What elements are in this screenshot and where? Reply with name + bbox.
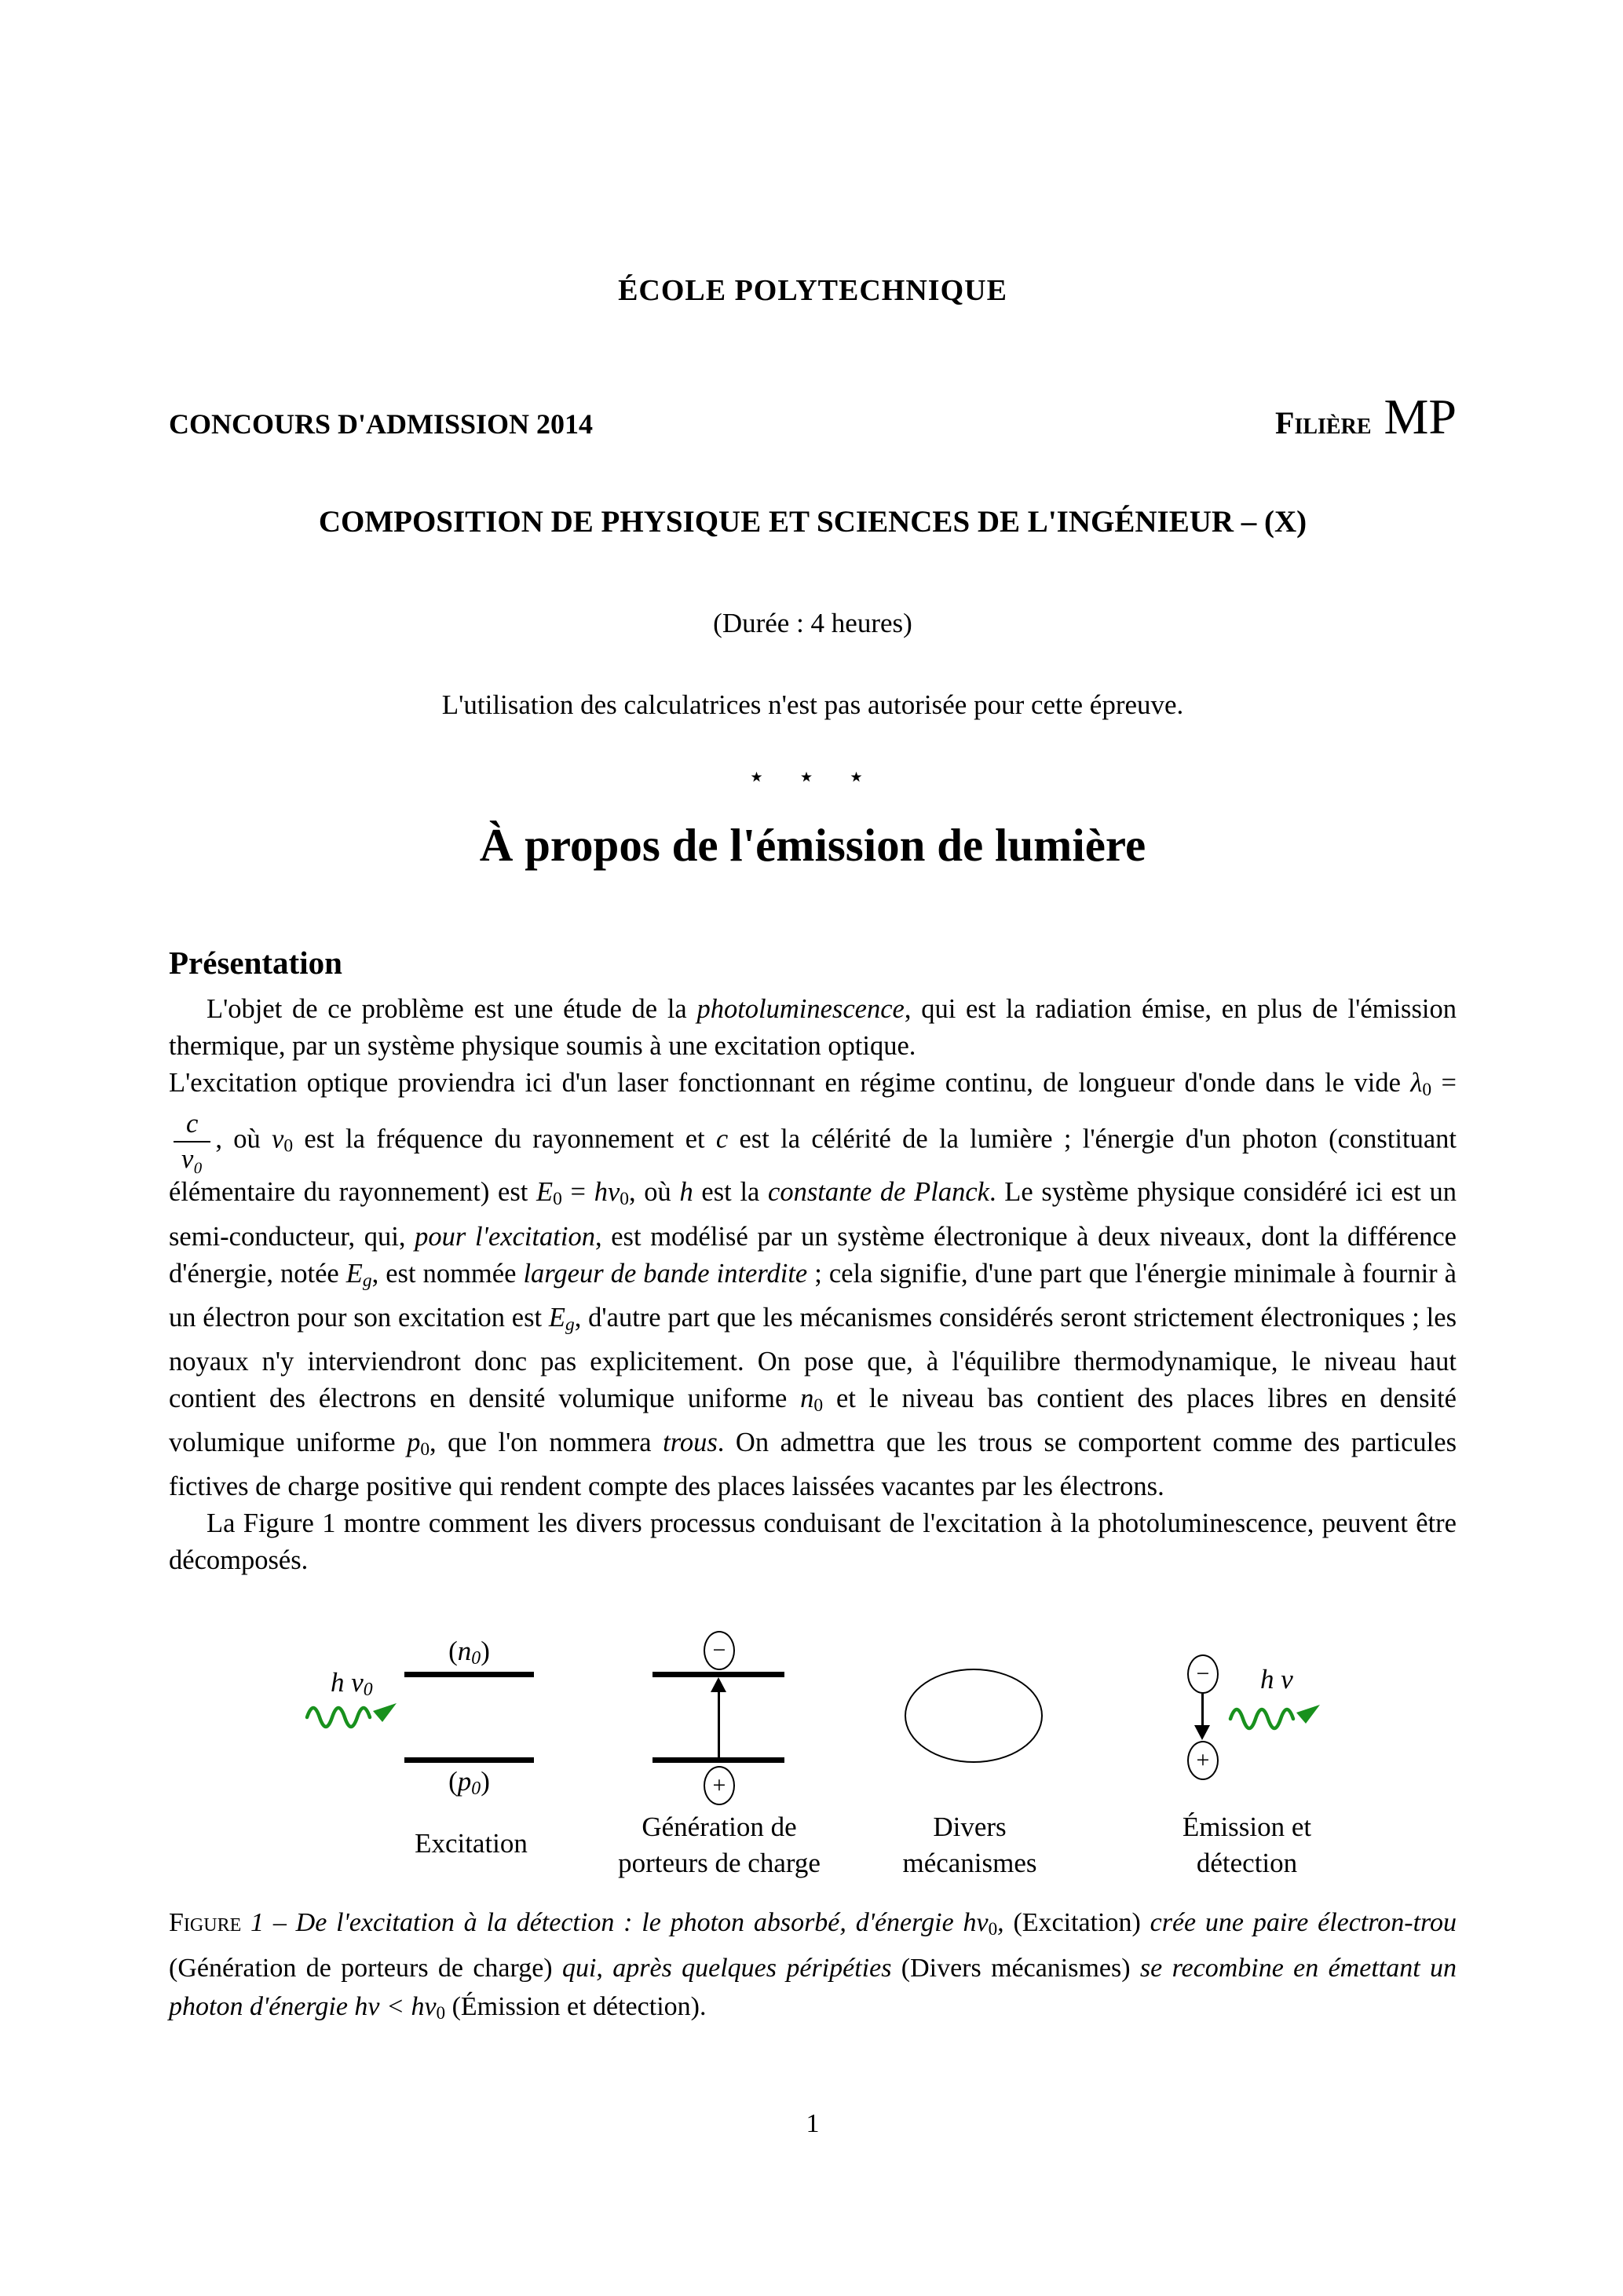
panel-label-emission-line1: Émission et: [1182, 1812, 1312, 1842]
photon-arrowhead: [1296, 1705, 1320, 1724]
lower-energy-level: [404, 1757, 534, 1763]
text-run: 0: [813, 1395, 824, 1417]
text-run: hν: [594, 1177, 620, 1208]
panel-label-generation-line2: porteurs de charge: [618, 1848, 821, 1878]
text-run: trous: [663, 1428, 718, 1458]
text-run: (Génération de porteurs de charge): [169, 1954, 562, 1983]
text-run: E: [345, 1258, 363, 1289]
body-text: [169, 991, 1457, 1579]
text-run: c: [715, 1124, 729, 1154]
text-run: largeur de bande interdite: [523, 1258, 808, 1289]
inline-fraction: [174, 1109, 210, 1174]
text-run: est la: [693, 1177, 769, 1208]
concours-label: CONCOURS D'ADMISSION 2014: [169, 408, 594, 440]
text-run: se recombine en émettant un photon d'énergie hν < hν: [169, 1954, 1457, 2022]
document-title: À propos de l'émission de lumière: [479, 819, 1146, 871]
text-run: g: [362, 1270, 372, 1291]
electron-badge: [704, 1631, 735, 1670]
text-run: est la fréquence du rayonnement et: [293, 1124, 716, 1154]
text-run: . On admettra que les trous se comportent comme des particules fictives de charge positive qui rendent compte des places laissées vacantes par les électrons.: [169, 1428, 1457, 1502]
recombination-arrowhead-down: [1194, 1725, 1210, 1740]
plus-sign: +: [1196, 1747, 1210, 1773]
panel-label-emission-line2: détection: [1196, 1848, 1298, 1878]
page-number: 1: [806, 2109, 820, 2138]
text-run: ,: [997, 1908, 1014, 1937]
text-run: , est nommée: [371, 1258, 524, 1289]
text-run: n: [457, 1636, 472, 1666]
electron-badge: [1187, 1654, 1219, 1694]
text-run: 0: [471, 1779, 481, 1800]
lower-energy-level: [652, 1757, 784, 1763]
text-run: L'excitation optique proviendra ici d'un laser fonctionnant en régime continu, de longueur d'onde dans le vide: [169, 1068, 1411, 1098]
panel-label-excitation: Excitation: [415, 1828, 528, 1859]
text-run: ; cela signifie, d'une part que l'énergie minimale à fournir à un électron pour son excitation est: [169, 1258, 1457, 1333]
text-run: p: [457, 1766, 472, 1797]
text-run: constante de Planck: [768, 1177, 989, 1208]
text-run: , que l'on nommera: [430, 1428, 663, 1458]
text-run: , est modélisé par un système électronique à deux niveaux, dont la différence d'énergie, notée: [169, 1221, 1457, 1289]
text-run: . Le système physique considéré ici est un semi-conducteur, qui,: [169, 1177, 1457, 1252]
text-run: =: [1431, 1068, 1457, 1098]
school-name: ÉCOLE POLYTECHNIQUE: [618, 274, 1007, 307]
paragraph-1: [169, 991, 1457, 1065]
text-run: , où: [629, 1177, 680, 1208]
text-run: λ: [1410, 1068, 1423, 1098]
figure-1: [169, 1637, 1457, 1890]
text-run: , d'autre part que les mécanismes considérés seront strictement électroniques ; les noyaux n'y interviendront donc pas explicitement. On pose que, à l'équilibre thermodynamique, le niveau haut contient des électrons en densité volumique uniforme: [169, 1302, 1457, 1413]
text-run: ν: [344, 1667, 364, 1698]
hole-badge: [1187, 1741, 1219, 1780]
stars-separator: ⋆ ⋆ ⋆: [748, 761, 878, 792]
text-run: h: [331, 1667, 345, 1698]
text-run: (Excitation): [1013, 1908, 1150, 1937]
upper-energy-level: [404, 1672, 534, 1677]
text-run: crée une paire électron-trou: [1150, 1908, 1457, 1937]
panel-label-mechanisms-line2: mécanismes: [902, 1848, 1037, 1878]
minus-sign: −: [1196, 1661, 1210, 1687]
text-run: E: [536, 1177, 554, 1208]
text-run: Figure: [169, 1908, 242, 1937]
text-run: 1 –: [241, 1908, 296, 1937]
duration-note: (Durée : 4 heures): [713, 608, 912, 638]
text-run: h: [1260, 1664, 1274, 1695]
photon-energy-label-hnu: [1260, 1664, 1293, 1695]
text-run: 0: [283, 1135, 294, 1157]
text-run: photoluminescence: [696, 994, 905, 1024]
recombination-arrow: [1201, 1694, 1204, 1727]
text-run: De l'excitation à la détection : le photon absorbé, d'énergie hν: [295, 1908, 989, 1937]
text-run: , où: [215, 1124, 272, 1154]
text-run: (Divers mécanismes): [901, 1954, 1140, 1983]
text-run: 0: [471, 1648, 481, 1669]
text-run: 0: [988, 1919, 998, 1940]
text-run: et le niveau bas contient des places libres en densité volumique uniforme: [169, 1383, 1457, 1458]
text-run: pour l'excitation: [415, 1221, 595, 1252]
fraction-numerator: c: [174, 1109, 210, 1143]
hole-badge: [704, 1766, 735, 1805]
lower-level-label-p0: [404, 1766, 534, 1800]
photon-wavy-arrow-icon: [1227, 1697, 1325, 1736]
upper-level-label-n0: [404, 1636, 534, 1669]
text-run: p: [407, 1428, 421, 1458]
filiere-track: MP: [1384, 389, 1457, 444]
section-heading-presentation: Présentation: [169, 945, 342, 981]
concours-filiere-row: [169, 388, 1457, 446]
paragraph-2: [169, 1065, 1457, 1505]
text-run: L'objet de ce problème est une étude de la: [207, 994, 697, 1024]
text-run: 0: [436, 2003, 446, 2024]
text-run: h: [679, 1177, 693, 1208]
transition-arrow: [718, 1689, 720, 1757]
text-run: est la célérité de la lumière ; l'énergie d'un photon (constituant élémentaire du rayonnement) est: [169, 1124, 1457, 1208]
text-run: E: [548, 1302, 565, 1333]
text-run: ): [481, 1636, 490, 1666]
filiere-label: [1275, 388, 1457, 446]
text-run: qui, après quelques péripéties: [561, 1954, 901, 1983]
text-run: =: [561, 1177, 594, 1208]
text-run: La Figure 1 montre comment les divers processus conduisant de l'excitation à la photoluminescence, peuvent être décomposés.: [169, 1508, 1457, 1576]
text-run: g: [565, 1314, 575, 1335]
text-run: n: [800, 1383, 814, 1413]
text-run: (Émission et détection).: [445, 1992, 707, 2022]
text-run: 0: [363, 1680, 373, 1701]
text-run: 0: [620, 1189, 629, 1210]
fraction-denominator: ν₀: [181, 1143, 203, 1174]
text-run: ν: [272, 1124, 284, 1154]
text-run: , qui est la radiation émise, en plus de l'émission thermique, par un système physique soumis à une excitation optique.: [169, 994, 1457, 1061]
photon-wave-path: [307, 1708, 370, 1727]
panel-label-generation-line1: Génération de: [642, 1812, 797, 1842]
text-run: (: [448, 1766, 458, 1797]
paragraph-3: [169, 1505, 1457, 1579]
text-run: (: [448, 1636, 458, 1666]
filiere-word: Filière: [1275, 405, 1372, 441]
figure-caption: [169, 1903, 1457, 2033]
upper-energy-level: [652, 1672, 784, 1677]
text-run: 0: [553, 1189, 562, 1210]
text-run: ν: [1274, 1664, 1293, 1695]
panel-label-mechanisms-line1: Divers: [933, 1812, 1007, 1842]
text-run: 0: [1422, 1080, 1432, 1101]
composition-title: COMPOSITION DE PHYSIQUE ET SCIENCES DE L'INGÉNIEUR – (X): [318, 505, 1307, 539]
photon-wavy-arrow-icon: [304, 1695, 401, 1735]
mechanisms-ellipse: [905, 1669, 1043, 1763]
text-run: 0: [420, 1439, 430, 1461]
minus-sign: −: [712, 1637, 726, 1663]
plus-sign: +: [712, 1772, 726, 1798]
text-run: ): [481, 1766, 490, 1797]
photon-arrowhead: [373, 1703, 397, 1722]
calculator-notice: L'utilisation des calculatrices n'est pas autorisée pour cette épreuve.: [441, 689, 1184, 720]
photon-wave-path: [1230, 1709, 1293, 1728]
